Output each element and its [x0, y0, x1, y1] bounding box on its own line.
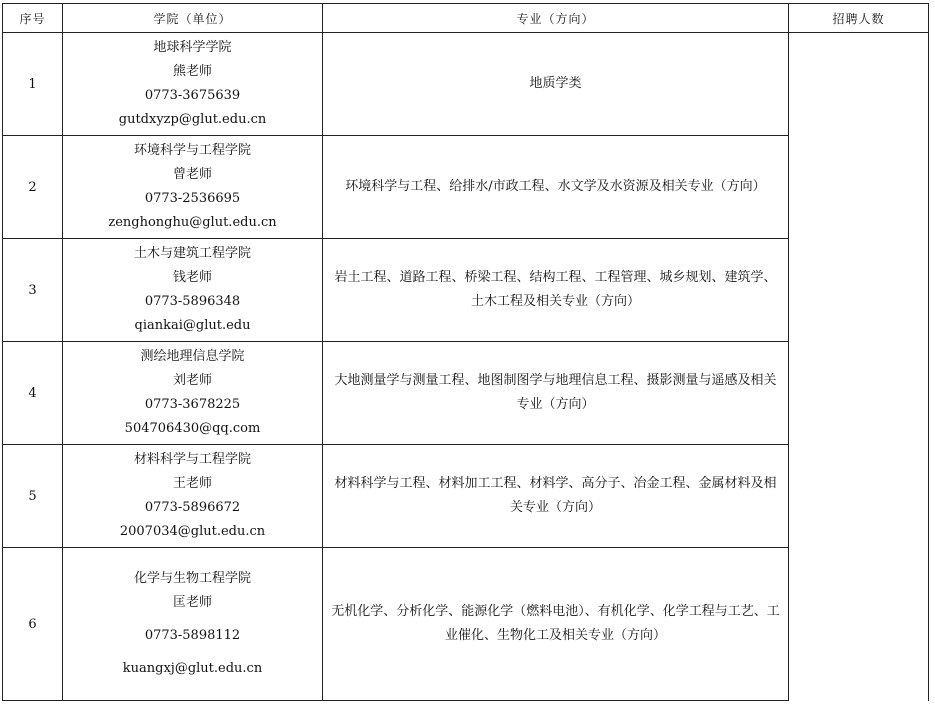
phone-number: 0773-5898112	[144, 628, 241, 643]
email-address: qiankai@glut.edu	[134, 318, 251, 333]
table-row	[3, 33, 929, 136]
contact-name: 钱老师	[172, 270, 212, 285]
contact-name: 熊老师	[172, 64, 212, 79]
row-number: 1	[3, 33, 63, 136]
header-dept: 学院（单位）	[63, 4, 323, 33]
recruitment-table	[2, 3, 929, 701]
college-name: 化学与生物工程学院	[133, 571, 251, 586]
college-name: 材料科学与工程学院	[133, 452, 251, 467]
phone-number: 0773-5896348	[144, 294, 241, 309]
dept-cell	[63, 548, 323, 701]
contact-name: 王老师	[172, 476, 212, 491]
email-address: 504706430@qq.com	[124, 421, 261, 436]
major-cell: 岩土工程、道路工程、桥梁工程、结构工程、工程管理、城乡规划、建筑学、土木工程及相关专业（方向）	[323, 239, 789, 342]
email-address: 2007034@glut.edu.cn	[119, 524, 266, 539]
spacer	[63, 648, 322, 657]
email-address: gutdxyzp@glut.edu.cn	[118, 112, 267, 127]
header-no: 序号	[3, 4, 63, 33]
row-number: 6	[3, 548, 63, 701]
college-name: 环境科学与工程学院	[133, 143, 251, 158]
major-cell: 地质学类	[323, 33, 789, 136]
phone-number: 0773-3678225	[144, 397, 241, 412]
major-cell: 无机化学、分析化学、能源化学（燃料电池）、有机化学、化学工程与工艺、工业催化、生物化工及相关专业（方向）	[323, 548, 789, 701]
contact-name: 刘老师	[172, 373, 212, 388]
row-number: 5	[3, 445, 63, 548]
header-major: 专业（方向）	[323, 4, 789, 33]
college-name: 地球科学学院	[153, 40, 232, 55]
major-cell: 环境科学与工程、给排水/市政工程、水文学及水资源及相关专业（方向）	[323, 136, 789, 239]
major-cell: 材料科学与工程、材料加工工程、材料学、高分子、冶金工程、金属材料及相关专业（方向）	[323, 445, 789, 548]
college-name: 土木与建筑工程学院	[133, 246, 251, 261]
phone-number: 0773-2536695	[144, 191, 241, 206]
header-row	[3, 4, 929, 33]
dept-cell	[63, 33, 323, 136]
contact-name: 匡老师	[172, 595, 212, 610]
phone-number: 0773-3675639	[144, 88, 241, 103]
contact-name: 曾老师	[172, 167, 212, 182]
major-cell: 大地测量学与测量工程、地图制图学与地理信息工程、摄影测量与遥感及相关专业（方向）	[323, 342, 789, 445]
email-address: zenghonghu@glut.edu.cn	[108, 215, 277, 230]
dept-cell	[63, 445, 323, 548]
row-number: 2	[3, 136, 63, 239]
row-number: 4	[3, 342, 63, 445]
dept-cell	[63, 342, 323, 445]
header-count: 招聘人数	[789, 4, 929, 33]
count-cell	[789, 33, 929, 701]
spacer	[63, 615, 322, 624]
college-name: 测绘地理信息学院	[140, 349, 245, 364]
row-number: 3	[3, 239, 63, 342]
email-address: kuangxj@glut.edu.cn	[122, 661, 263, 676]
phone-number: 0773-5896672	[144, 500, 241, 515]
dept-cell	[63, 239, 323, 342]
dept-cell	[63, 136, 323, 239]
